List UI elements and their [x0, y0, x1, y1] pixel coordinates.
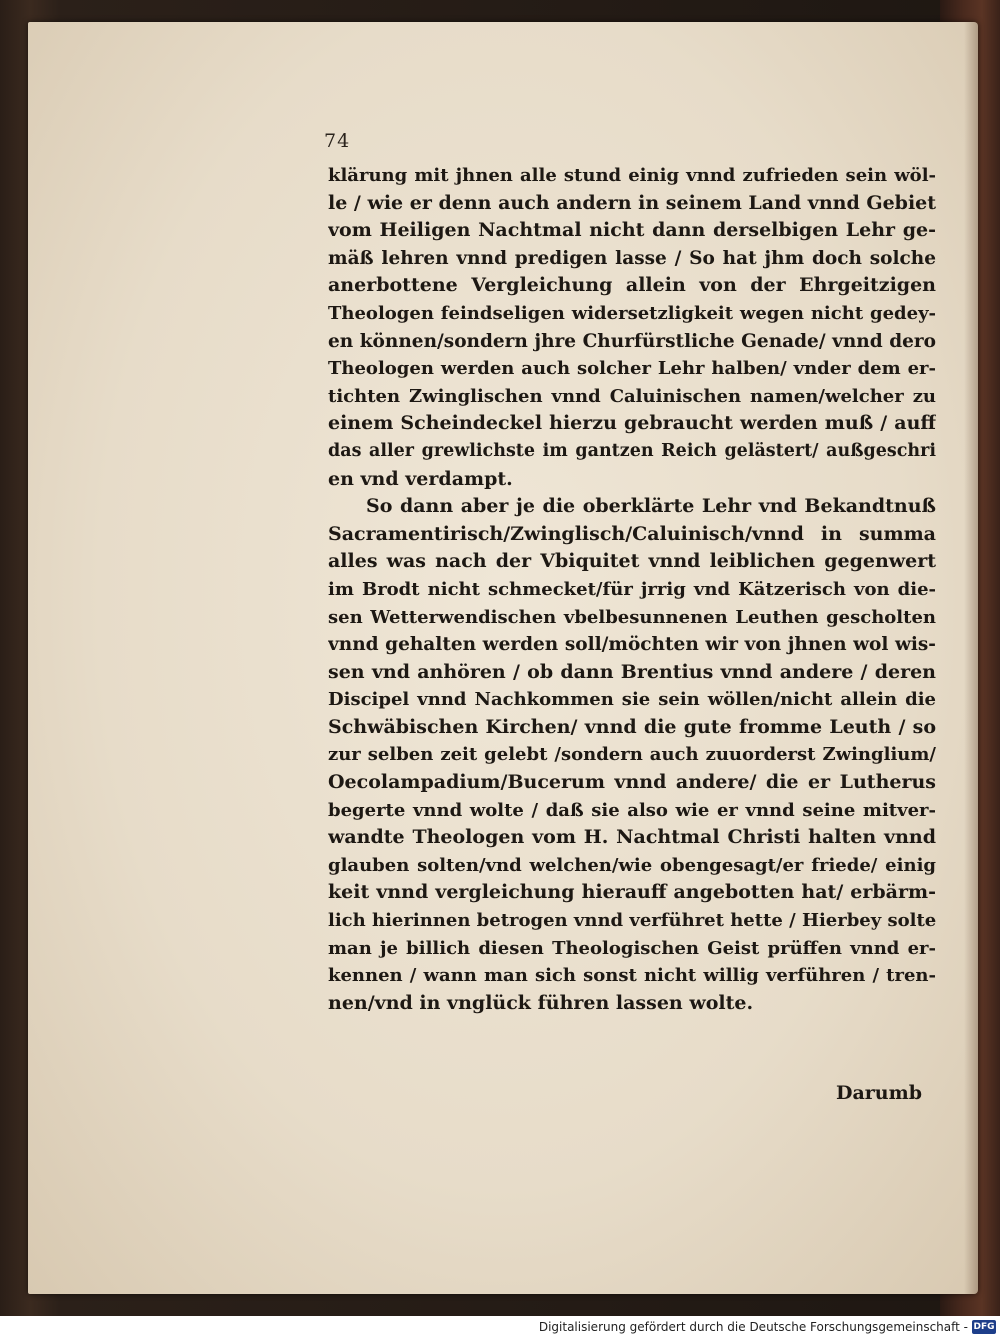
text-line: Oecolampadium/Bucerum vnnd andere/ die er Lutherus — [328, 771, 936, 794]
text-line: anerbottene Vergleichung allein von der Ehrgeitzigen — [328, 274, 936, 297]
page-number: 74 — [324, 130, 351, 152]
text-line: alles was nach der Vbiquitet vnnd leiblichen gegenwert — [328, 550, 936, 573]
text-line: Discipel vnnd Nachkommen sie sein wöllen/nicht allein die — [328, 689, 936, 711]
text-line: sen Wetterwendischen vbelbesunnenen Leuthen gescholten — [328, 606, 936, 628]
text-line: mäß lehren vnnd predigen lasse / So hat jhm doch solche — [328, 247, 936, 269]
text-block — [328, 162, 936, 1017]
text-line: im Brodt nicht schmecket/für jrrig vnd Kätzerisch von die- — [328, 578, 936, 600]
text-line: kennen / wann man sich sonst nicht willig verführen / tren- — [328, 965, 936, 987]
text-line: man je billich diesen Theologischen Geist prüffen vnnd er- — [328, 937, 936, 959]
text-line: Theologen feindseligen widersetzligkeit wegen nicht gedey- — [328, 302, 936, 324]
text-line: tichten Zwinglischen vnnd Caluinischen namen/welcher zu — [328, 385, 936, 407]
catchword: Darumb — [836, 1082, 923, 1104]
dfg-logo: DFG — [973, 1322, 995, 1332]
text-line: en vnd verdampt. — [328, 467, 513, 490]
text-line: lich hierinnen betrogen vnnd verführet hette / Hierbey solte — [328, 910, 936, 932]
text-line: So dann aber je die oberklärte Lehr vnd Bekandtnuß — [366, 495, 936, 518]
text-line: wandte Theologen vom H. Nachtmal Christi halten vnnd — [328, 826, 936, 849]
text-line: sen vnd anhören / ob dann Brentius vnnd andere / deren — [328, 660, 936, 683]
text-line: Schwäbischen Kirchen/ vnnd die gute fromme Leuth / so — [328, 715, 936, 738]
text-line: vom Heiligen Nachtmal nicht dann derselbigen Lehr ge- — [328, 219, 936, 242]
text-line: en können/sondern jhre Churfürstliche Genade/ vnnd dero — [328, 330, 936, 352]
text-line: zur selben zeit gelebt /sondern auch zuuorderst Zwinglium/ — [328, 744, 936, 766]
text-line: Sacramentirisch/Zwinglisch/Caluinisch/vnnd in summa — [328, 522, 936, 545]
footer-credit: Digitalisierung gefördert durch die Deutsche Forschungsgemeinschaft - — [538, 1320, 968, 1334]
footer-bar — [0, 1316, 1000, 1337]
text-line: nen/vnd in vnglück führen lassen wolte. — [328, 991, 754, 1014]
text-line: einem Scheindeckel hierzu gebraucht werden muß / auff — [328, 412, 936, 435]
text-line: le / wie er denn auch andern in seinem Land vnnd Gebiet — [328, 191, 936, 214]
text-line: klärung mit jhnen alle stund einig vnnd zufrieden sein wöl- — [328, 165, 936, 186]
text-line: Theologen werden auch solcher Lehr halben/ vnder dem er- — [328, 358, 936, 380]
text-line: vnnd gehalten werden soll/möchten wir von jhnen wol wis- — [328, 634, 936, 656]
text-line: das aller grewlichste im gantzen Reich gelästert/ außgeschri — [328, 440, 936, 461]
text-line: begerte vnnd wolte / daß sie also wie er vnnd seine mitver- — [328, 799, 936, 821]
text-line: keit vnnd vergleichung hierauff angebotten hat/ erbärm- — [328, 881, 936, 904]
text-line: glauben solten/vnd welchen/wie obengesagt/er friede/ einig — [328, 854, 936, 876]
